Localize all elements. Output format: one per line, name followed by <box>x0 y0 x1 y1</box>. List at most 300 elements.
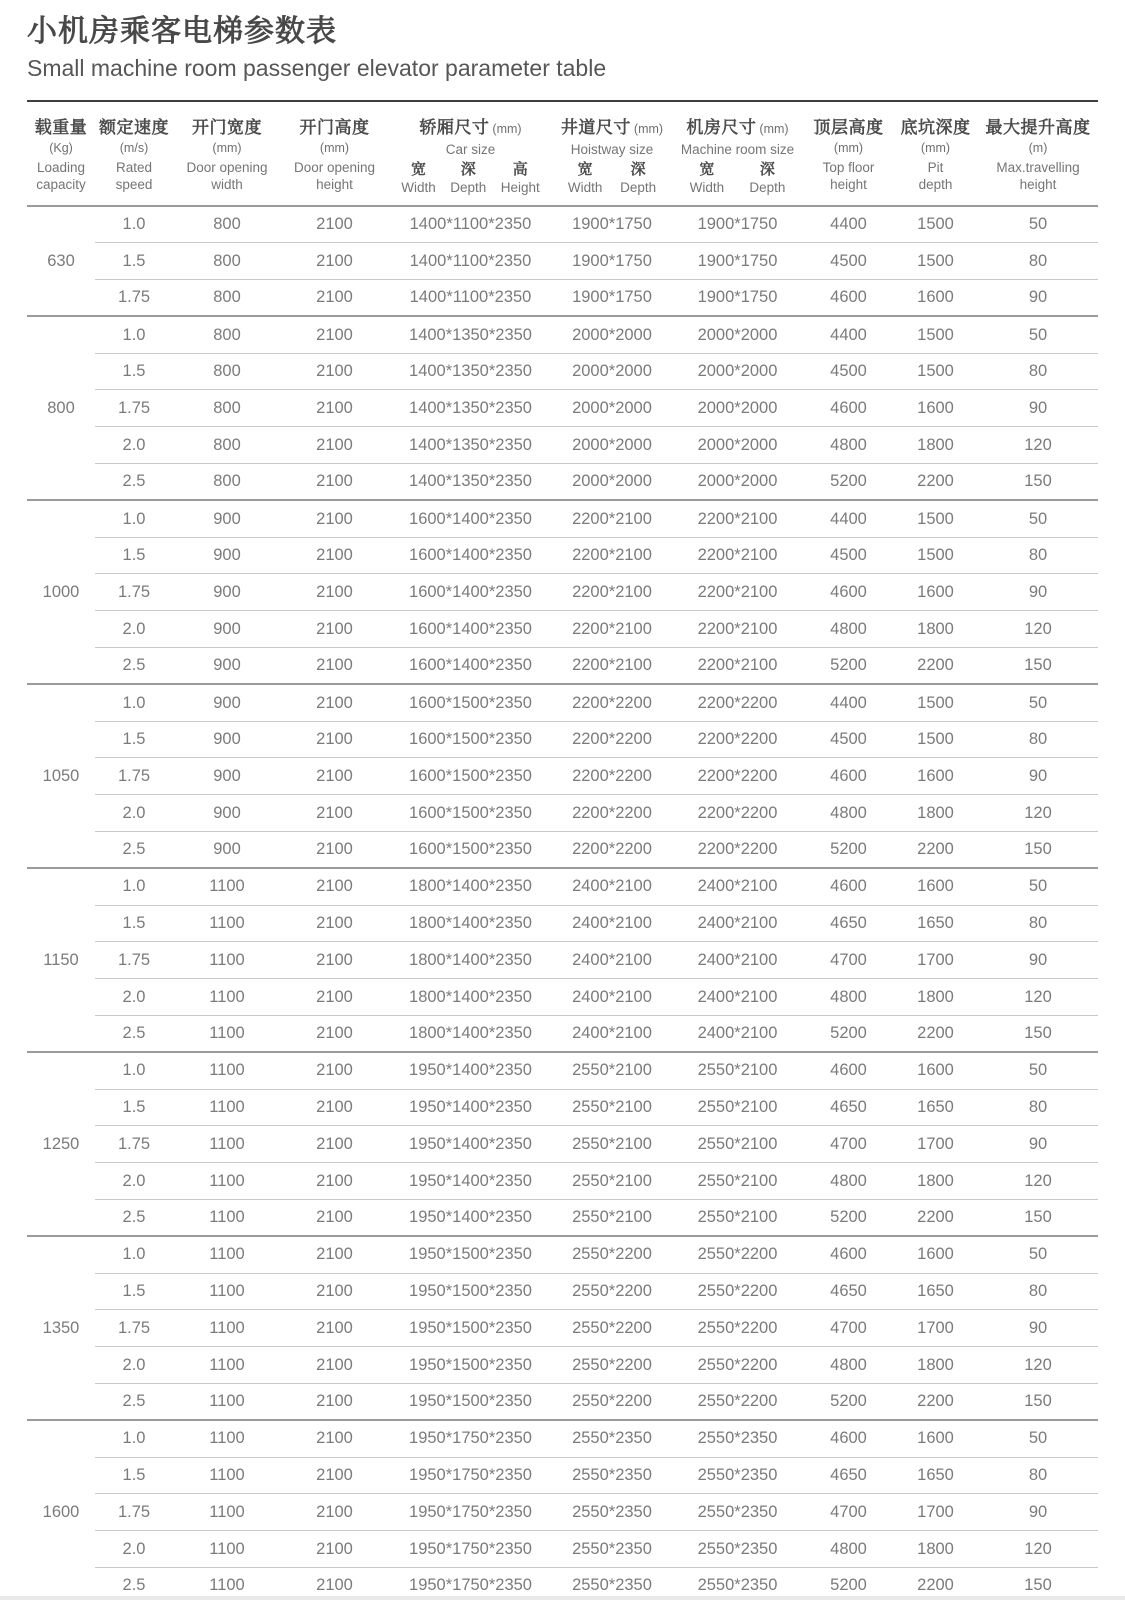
cell-pit-depth: 1650 <box>893 1273 978 1310</box>
cell-max-travelling-height: 80 <box>978 537 1098 574</box>
cell-top-floor-height: 4800 <box>804 979 893 1016</box>
cell-max-travelling-height: 80 <box>978 353 1098 390</box>
cell-loading-capacity: 1150 <box>43 950 79 969</box>
cell-hoistway-size: 2400*2100 <box>553 1016 671 1053</box>
cell-door-opening-height: 2100 <box>281 243 388 280</box>
cell-door-opening-height: 2100 <box>281 390 388 427</box>
page-subtitle: Small machine room passenger elevator parameter table <box>27 55 607 81</box>
cell-car-size: 1400*1100*2350 <box>388 280 553 317</box>
cell-max-travelling-height: 50 <box>1028 1061 1048 1080</box>
cell-max-travelling-height: 90 <box>978 942 1098 979</box>
cell-pit-depth: 1600 <box>917 877 954 896</box>
cell-machine-room-size: 2200*2100 <box>671 537 804 574</box>
cell-top-floor-height: 5200 <box>804 1200 893 1237</box>
table-row <box>27 795 1098 832</box>
cell-door-opening-width: 1100 <box>173 1126 281 1163</box>
cell-door-opening-width: 1100 <box>173 1494 281 1531</box>
table-row <box>27 427 1098 464</box>
cell-machine-room-size: 2200*2200 <box>671 758 804 795</box>
cell-car-size: 1950*1500*2350 <box>388 1347 553 1384</box>
cell-max-travelling-height: 50 <box>1028 215 1048 234</box>
table-row <box>27 648 1098 685</box>
cell-pit-depth: 2200 <box>893 1016 978 1053</box>
table-row <box>27 1089 1098 1126</box>
cell-top-floor-height: 5200 <box>804 648 893 685</box>
cell-pit-depth: 1500 <box>917 325 954 344</box>
cell-pit-depth: 1800 <box>893 979 978 1016</box>
table-row <box>27 574 1098 611</box>
cell-rated-speed: 1.75 <box>95 1126 173 1163</box>
cell-machine-room-size: 2550*2100 <box>671 1126 804 1163</box>
cell-top-floor-height: 5200 <box>804 1016 893 1053</box>
col-unit: (mm) <box>920 141 951 155</box>
cell-max-travelling-height: 90 <box>978 1126 1098 1163</box>
cell-pit-depth: 1800 <box>893 1531 978 1568</box>
cell-hoistway-size: 2200*2200 <box>572 693 652 712</box>
cell-car-size: 1600*1500*2350 <box>388 832 553 869</box>
col-unit: (m/s) <box>119 141 149 155</box>
cell-max-travelling-height: 50 <box>1028 877 1048 896</box>
table-row <box>27 1310 1098 1347</box>
cell-hoistway-size: 2200*2100 <box>553 537 671 574</box>
col-header-machine-room-size <box>671 101 804 206</box>
cell-max-travelling-height: 90 <box>978 1310 1098 1347</box>
cell-hoistway-size: 2200*2100 <box>553 648 671 685</box>
cell-door-opening-height: 2100 <box>316 215 353 234</box>
cell-hoistway-size: 2550*2200 <box>572 1245 652 1264</box>
capacity-group-1000 <box>27 500 1098 684</box>
cell-car-size: 1600*1400*2350 <box>388 574 553 611</box>
cell-hoistway-size: 2000*2000 <box>572 325 652 344</box>
table-row <box>27 464 1098 501</box>
cell-hoistway-size: 2550*2200 <box>553 1310 671 1347</box>
cell-door-opening-height: 2100 <box>316 325 353 344</box>
table-row <box>27 979 1098 1016</box>
table-row <box>27 1052 1098 1089</box>
cell-top-floor-height: 4600 <box>830 1245 867 1264</box>
col-label-en: Max.travelling height <box>996 160 1080 192</box>
cell-hoistway-size: 1900*1750 <box>553 243 671 280</box>
col-label-zh: 开门高度 <box>299 118 370 137</box>
cell-door-opening-width: 1100 <box>209 1429 245 1448</box>
cell-loading-capacity: 630 <box>47 251 75 270</box>
cell-door-opening-width: 800 <box>173 353 281 390</box>
cell-car-size: 1950*1500*2350 <box>388 1273 553 1310</box>
cell-door-opening-height: 2100 <box>316 877 353 896</box>
cell-top-floor-height: 5200 <box>804 832 893 869</box>
col-unit: (mm) <box>212 141 242 155</box>
cell-loading-capacity: 1250 <box>42 1134 80 1153</box>
cell-pit-depth: 1700 <box>893 1310 978 1347</box>
table-row <box>27 1384 1098 1421</box>
cell-car-size: 1950*1750*2350 <box>388 1494 553 1531</box>
capacity-group-1250 <box>27 1052 1098 1236</box>
cell-hoistway-size: 2400*2100 <box>572 877 652 896</box>
cell-top-floor-height: 4400 <box>830 509 867 528</box>
capacity-group-1050 <box>27 684 1098 868</box>
cell-pit-depth: 1500 <box>893 537 978 574</box>
cell-top-floor-height: 4650 <box>804 1457 893 1494</box>
cell-door-opening-width: 1100 <box>173 1016 281 1053</box>
cell-max-travelling-height: 150 <box>978 648 1098 685</box>
cell-car-size: 1600*1400*2350 <box>388 648 553 685</box>
cell-max-travelling-height: 150 <box>978 464 1098 501</box>
col-label-zh: 最大提升高度 <box>985 118 1091 137</box>
cell-top-floor-height: 4400 <box>830 325 867 344</box>
cell-machine-room-size: 2200*2200 <box>697 693 778 712</box>
cell-max-travelling-height: 80 <box>978 1457 1098 1494</box>
cell-pit-depth: 1650 <box>893 1089 978 1126</box>
cell-machine-room-size: 2200*2100 <box>671 574 804 611</box>
cell-car-size: 1950*1400*2350 <box>388 1089 553 1126</box>
cell-door-opening-width: 900 <box>173 648 281 685</box>
table-row <box>27 1273 1098 1310</box>
cell-car-size: 1400*1350*2350 <box>388 353 553 390</box>
cell-door-opening-width: 1100 <box>173 1531 281 1568</box>
cell-door-opening-height: 2100 <box>281 1567 388 1600</box>
cell-pit-depth: 1500 <box>893 243 978 280</box>
cell-pit-depth: 2200 <box>893 648 978 685</box>
cell-car-size: 1400*1350*2350 <box>388 390 553 427</box>
cell-hoistway-size: 2550*2350 <box>553 1531 671 1568</box>
cell-machine-room-size: 1900*1750 <box>671 280 804 317</box>
cell-door-opening-width: 900 <box>173 758 281 795</box>
cell-rated-speed: 1.75 <box>95 280 173 317</box>
cell-car-size: 1600*1400*2350 <box>388 537 553 574</box>
table-row <box>27 1163 1098 1200</box>
cell-max-travelling-height: 90 <box>978 390 1098 427</box>
capacity-group-1350 <box>27 1236 1098 1420</box>
cell-rated-speed: 1.5 <box>95 1457 173 1494</box>
cell-door-opening-height: 2100 <box>281 574 388 611</box>
cell-door-opening-height: 2100 <box>281 979 388 1016</box>
cell-car-size: 1600*1500*2350 <box>409 693 532 712</box>
table-row <box>27 1347 1098 1384</box>
cell-rated-speed: 1.5 <box>95 353 173 390</box>
table-row <box>27 1494 1098 1531</box>
cell-door-opening-height: 2100 <box>316 1245 353 1264</box>
cell-rated-speed: 1.5 <box>95 1089 173 1126</box>
header-row <box>27 101 1098 206</box>
table-row <box>27 206 1098 243</box>
cell-car-size: 1600*1400*2350 <box>409 509 532 528</box>
cell-car-size: 1400*1350*2350 <box>409 325 532 344</box>
cell-top-floor-height: 4500 <box>804 243 893 280</box>
cell-door-opening-width: 800 <box>173 390 281 427</box>
cell-hoistway-size: 2200*2200 <box>553 795 671 832</box>
table-row <box>27 280 1098 317</box>
cell-door-opening-height: 2100 <box>281 611 388 648</box>
cell-door-opening-height: 2100 <box>316 693 353 712</box>
cell-max-travelling-height: 120 <box>978 795 1098 832</box>
cell-door-opening-height: 2100 <box>281 464 388 501</box>
cell-loading-capacity: 800 <box>47 398 75 417</box>
cell-door-opening-height: 2100 <box>281 1163 388 1200</box>
col-label-en: Rated speed <box>115 160 153 192</box>
cell-machine-room-size: 2200*2200 <box>671 795 804 832</box>
cell-hoistway-size: 2400*2100 <box>553 942 671 979</box>
cell-hoistway-size: 2200*2200 <box>553 832 671 869</box>
cell-max-travelling-height: 50 <box>1028 1245 1048 1264</box>
cell-car-size: 1950*1750*2350 <box>388 1531 553 1568</box>
cell-top-floor-height: 4800 <box>804 1163 893 1200</box>
cell-machine-room-size: 2000*2000 <box>697 325 778 344</box>
col-label-zh: 载重量 <box>34 118 88 137</box>
cell-door-opening-width: 1100 <box>173 1089 281 1126</box>
cell-top-floor-height: 4650 <box>804 1273 893 1310</box>
cell-top-floor-height: 4600 <box>830 1429 867 1448</box>
cell-hoistway-size: 2200*2100 <box>553 611 671 648</box>
cell-machine-room-size: 2200*2100 <box>671 611 804 648</box>
col-label-en: Door opening height <box>293 160 376 192</box>
cell-hoistway-size: 2200*2200 <box>553 758 671 795</box>
cell-door-opening-height: 2100 <box>316 1061 353 1080</box>
cell-car-size: 1950*1500*2350 <box>409 1245 532 1264</box>
cell-machine-room-size: 2550*2100 <box>671 1163 804 1200</box>
cell-hoistway-size: 2200*2200 <box>553 721 671 758</box>
cell-car-size: 1400*1100*2350 <box>409 215 532 234</box>
cell-machine-room-size: 2400*2100 <box>671 942 804 979</box>
cell-max-travelling-height: 80 <box>978 1089 1098 1126</box>
cell-rated-speed: 2.5 <box>95 1016 173 1053</box>
cell-hoistway-size: 2200*2100 <box>553 574 671 611</box>
cell-top-floor-height: 4600 <box>804 758 893 795</box>
cell-pit-depth: 1650 <box>893 1457 978 1494</box>
table-row <box>27 353 1098 390</box>
cell-rated-speed: 1.5 <box>95 905 173 942</box>
col-header-loading-capacity <box>27 101 95 206</box>
cell-rated-speed: 2.0 <box>95 1531 173 1568</box>
cell-top-floor-height: 4800 <box>804 1347 893 1384</box>
cell-machine-room-size: 2400*2100 <box>671 1016 804 1053</box>
cell-rated-speed: 2.0 <box>95 979 173 1016</box>
subcol-width: 宽 Width <box>689 161 725 195</box>
cell-hoistway-size: 2000*2000 <box>553 464 671 501</box>
cell-rated-speed: 1.0 <box>122 509 146 528</box>
cell-max-travelling-height: 50 <box>1028 325 1048 344</box>
cell-door-opening-height: 2100 <box>281 280 388 317</box>
col-label-en: Top floor height <box>822 160 875 192</box>
cell-hoistway-size: 2550*2200 <box>553 1347 671 1384</box>
cell-door-opening-width: 900 <box>213 509 241 528</box>
cell-max-travelling-height: 150 <box>978 1567 1098 1600</box>
cell-machine-room-size: 1900*1750 <box>697 215 778 234</box>
table-row <box>27 832 1098 869</box>
cell-pit-depth: 1500 <box>893 353 978 390</box>
cell-max-travelling-height: 120 <box>978 1347 1098 1384</box>
cell-hoistway-size: 2550*2100 <box>553 1089 671 1126</box>
cell-loading-capacity: 1350 <box>42 1318 80 1337</box>
subcol-depth: 深 Depth <box>749 161 786 195</box>
subcol-height: 高 Height <box>500 161 540 195</box>
subcol-depth: 深 Depth <box>450 161 487 195</box>
cell-rated-speed: 1.0 <box>122 1061 146 1080</box>
subcol-depth: 深 Depth <box>620 161 657 195</box>
cell-machine-room-size: 2550*2100 <box>671 1089 804 1126</box>
cell-top-floor-height: 4500 <box>804 721 893 758</box>
cell-door-opening-width: 1100 <box>173 979 281 1016</box>
cell-car-size: 1800*1400*2350 <box>388 942 553 979</box>
cell-door-opening-width: 800 <box>173 427 281 464</box>
capacity-group-1150 <box>27 868 1098 1052</box>
cell-door-opening-width: 900 <box>173 611 281 648</box>
cell-pit-depth: 2200 <box>893 464 978 501</box>
cell-door-opening-height: 2100 <box>281 1310 388 1347</box>
table-row <box>27 905 1098 942</box>
cell-max-travelling-height: 150 <box>978 832 1098 869</box>
cell-car-size: 1600*1500*2350 <box>388 758 553 795</box>
cell-hoistway-size: 2550*2100 <box>553 1126 671 1163</box>
table-row <box>27 1016 1098 1053</box>
cell-car-size: 1400*1100*2350 <box>388 243 553 280</box>
cell-door-opening-width: 900 <box>173 574 281 611</box>
cell-hoistway-size: 2550*2100 <box>553 1163 671 1200</box>
cell-rated-speed: 2.5 <box>95 1384 173 1421</box>
col-subheaders <box>671 161 804 196</box>
col-label-en: Car size <box>445 142 496 157</box>
cell-rated-speed: 1.0 <box>122 215 146 234</box>
cell-max-travelling-height: 80 <box>978 1273 1098 1310</box>
cell-pit-depth: 1600 <box>893 280 978 317</box>
cell-rated-speed: 2.5 <box>95 1200 173 1237</box>
cell-machine-room-size: 2550*2100 <box>697 1061 778 1080</box>
table-row <box>27 537 1098 574</box>
cell-hoistway-size: 1900*1750 <box>553 280 671 317</box>
cell-top-floor-height: 4800 <box>804 427 893 464</box>
cell-hoistway-size: 2400*2100 <box>553 979 671 1016</box>
cell-pit-depth: 2200 <box>893 1384 978 1421</box>
cell-max-travelling-height: 50 <box>1028 1429 1048 1448</box>
cell-door-opening-width: 900 <box>173 795 281 832</box>
cell-pit-depth: 1600 <box>893 390 978 427</box>
cell-rated-speed: 1.0 <box>122 325 146 344</box>
cell-car-size: 1950*1750*2350 <box>388 1567 553 1600</box>
cell-rated-speed: 1.75 <box>95 942 173 979</box>
col-label-zh: 轿厢尺寸 (mm) <box>419 118 522 137</box>
table-row <box>27 390 1098 427</box>
cell-car-size: 1950*1750*2350 <box>409 1429 532 1448</box>
cell-pit-depth: 1600 <box>917 1429 954 1448</box>
cell-machine-room-size: 2550*2200 <box>697 1245 778 1264</box>
cell-top-floor-height: 4600 <box>830 877 867 896</box>
cell-car-size: 1400*1350*2350 <box>388 427 553 464</box>
cell-pit-depth: 1500 <box>917 509 954 528</box>
cell-pit-depth: 1600 <box>917 1245 954 1264</box>
cell-max-travelling-height: 90 <box>978 1494 1098 1531</box>
cell-machine-room-size: 2200*2100 <box>697 509 778 528</box>
capacity-group-1600 <box>27 1420 1098 1600</box>
table-row <box>27 1457 1098 1494</box>
table-row <box>27 316 1098 353</box>
cell-door-opening-height: 2100 <box>316 509 353 528</box>
cell-machine-room-size: 2550*2350 <box>671 1531 804 1568</box>
cell-top-floor-height: 4600 <box>804 280 893 317</box>
cell-top-floor-height: 4800 <box>804 1531 893 1568</box>
col-header-door-opening-height <box>281 101 388 206</box>
cell-door-opening-width: 1100 <box>173 1273 281 1310</box>
table-header <box>27 101 1098 206</box>
cell-door-opening-width: 900 <box>213 693 241 712</box>
cell-door-opening-width: 1100 <box>173 1384 281 1421</box>
cell-machine-room-size: 1900*1750 <box>671 243 804 280</box>
cell-door-opening-width: 1100 <box>173 1163 281 1200</box>
cell-top-floor-height: 4700 <box>804 1494 893 1531</box>
cell-top-floor-height: 4700 <box>804 942 893 979</box>
col-label-en: Machine room size <box>680 142 795 157</box>
cell-top-floor-height: 4600 <box>804 574 893 611</box>
cell-door-opening-height: 2100 <box>281 1347 388 1384</box>
cell-rated-speed: 2.0 <box>95 795 173 832</box>
cell-car-size: 1950*1400*2350 <box>388 1126 553 1163</box>
cell-top-floor-height: 4700 <box>804 1126 893 1163</box>
cell-top-floor-height: 4400 <box>830 693 867 712</box>
cell-door-opening-height: 2100 <box>281 1531 388 1568</box>
cell-pit-depth: 1700 <box>893 1494 978 1531</box>
cell-pit-depth: 1650 <box>893 905 978 942</box>
cell-door-opening-width: 800 <box>173 243 281 280</box>
cell-rated-speed: 1.5 <box>95 1273 173 1310</box>
table-row <box>27 1126 1098 1163</box>
cell-door-opening-width: 900 <box>173 832 281 869</box>
cell-machine-room-size: 2200*2200 <box>671 832 804 869</box>
cell-rated-speed: 1.5 <box>95 243 173 280</box>
cell-car-size: 1950*1400*2350 <box>388 1200 553 1237</box>
col-label-en: Hoistway size <box>570 142 654 157</box>
table-row <box>27 1531 1098 1568</box>
col-unit: (Kg) <box>49 141 73 155</box>
cell-max-travelling-height: 120 <box>978 427 1098 464</box>
cell-rated-speed: 2.5 <box>95 648 173 685</box>
cell-car-size: 1600*1500*2350 <box>388 721 553 758</box>
cell-car-size: 1800*1400*2350 <box>388 979 553 1016</box>
cell-max-travelling-height: 90 <box>978 758 1098 795</box>
cell-door-opening-width: 1100 <box>209 877 245 896</box>
capacity-group-800 <box>27 316 1098 500</box>
cell-car-size: 1950*1400*2350 <box>409 1061 532 1080</box>
cell-door-opening-width: 1100 <box>173 1310 281 1347</box>
cell-rated-speed: 1.5 <box>95 537 173 574</box>
cell-machine-room-size: 2550*2350 <box>671 1457 804 1494</box>
cell-rated-speed: 1.75 <box>95 758 173 795</box>
cell-hoistway-size: 2400*2100 <box>553 905 671 942</box>
cell-rated-speed: 1.75 <box>95 574 173 611</box>
cell-rated-speed: 1.0 <box>122 1245 146 1264</box>
cell-rated-speed: 1.75 <box>95 1310 173 1347</box>
cell-door-opening-width: 1100 <box>173 1347 281 1384</box>
col-subheaders <box>388 161 553 196</box>
cell-machine-room-size: 2550*2350 <box>671 1494 804 1531</box>
col-header-hoistway-size <box>553 101 671 206</box>
cell-max-travelling-height: 80 <box>978 721 1098 758</box>
cell-door-opening-width: 1100 <box>173 905 281 942</box>
col-label-en: Loading capacity <box>36 160 86 192</box>
cell-top-floor-height: 5200 <box>804 1567 893 1600</box>
cell-rated-speed: 2.0 <box>95 1163 173 1200</box>
cell-pit-depth: 1500 <box>917 215 954 234</box>
col-header-top-floor-height <box>804 101 893 206</box>
col-unit: (mm) <box>492 122 522 136</box>
col-subheaders <box>553 161 671 196</box>
cell-car-size: 1950*1400*2350 <box>388 1163 553 1200</box>
cell-machine-room-size: 2000*2000 <box>671 427 804 464</box>
cell-max-travelling-height: 120 <box>978 979 1098 1016</box>
cell-machine-room-size: 2550*2350 <box>671 1567 804 1600</box>
cell-machine-room-size: 2400*2100 <box>671 905 804 942</box>
col-header-max-travelling-height <box>978 101 1098 206</box>
cell-hoistway-size: 2550*2350 <box>553 1457 671 1494</box>
col-label-zh: 井道尺寸 (mm) <box>560 118 664 137</box>
cell-door-opening-width: 900 <box>173 537 281 574</box>
